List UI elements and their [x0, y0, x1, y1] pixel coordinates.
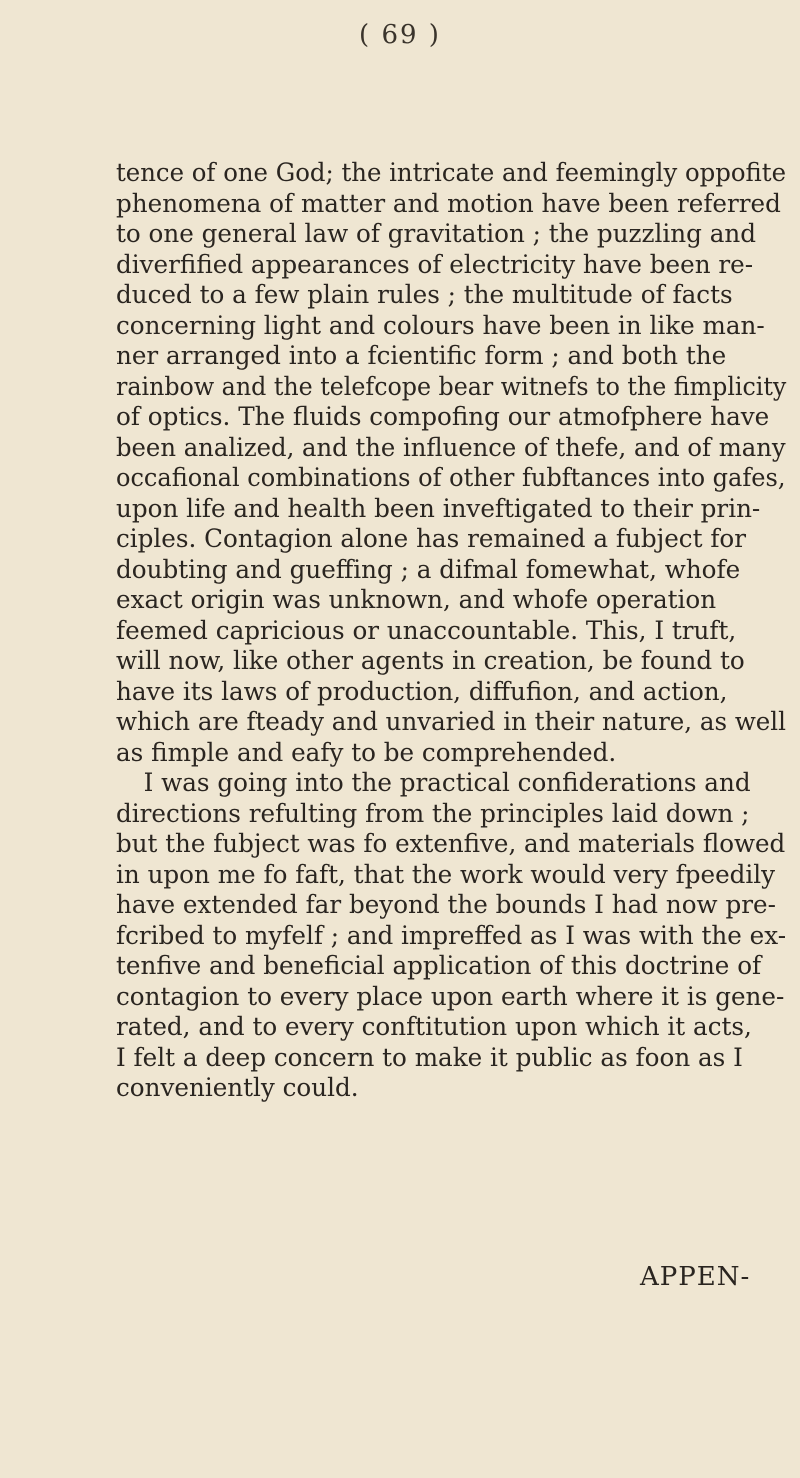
text-line: exact origin was unknown, and whofe operation	[116, 585, 717, 614]
text-line: phenomena of matter and motion have been referred	[116, 188, 781, 218]
text-line: have extended far beyond the bounds I had now pre-	[116, 890, 776, 919]
text-line: rated, and to every conftitution upon which it acts,	[116, 1012, 752, 1041]
text-line: will now, like other agents in creation, be found to	[116, 646, 745, 675]
text-line: to one general law of gravitation ; the puzzling and	[116, 219, 757, 248]
text-line: have its laws of production, diffufion, and action,	[116, 676, 728, 706]
text-line: but the fubject was fo extenfive, and materials flowed	[116, 829, 786, 858]
text-line: in upon me fo faft, that the work would very fpeedily	[116, 859, 776, 889]
text-line: I felt a deep concern to make it public as foon as I	[116, 1042, 743, 1072]
text-line: tenfive and beneficial application of this doctrine of	[116, 951, 762, 980]
text-line: ciples. Contagion alone has remained a fubject for	[116, 524, 747, 553]
text-line: tence of one God; the intricate and feemingly oppofite	[116, 158, 787, 187]
text-line: contagion to every place upon earth where it is gene-	[116, 981, 785, 1011]
text-line: directions refulting from the principles laid down ;	[116, 798, 750, 828]
paragraph-start-line: I was going into the practical confiderations and	[143, 768, 751, 797]
text-line: diverfified appearances of electricity have been re-	[116, 249, 754, 279]
page-number: ( 69 )	[359, 20, 441, 50]
text-line: conveniently could.	[116, 1073, 359, 1102]
text-line: rainbow and the telefcope bear witnefs to the fimplicity	[116, 371, 787, 401]
catchword: APPEN-	[640, 1262, 751, 1292]
text-line: feemed capricious or unaccountable. This, I truft,	[116, 615, 737, 645]
text-line: as fimple and eafy to be comprehended.	[116, 737, 617, 767]
text-line: duced to a few plain rules ; the multitude of facts	[116, 280, 733, 309]
text-line: upon life and health been inveftigated to their prin-	[116, 493, 761, 523]
text-line: fcribed to myfelf ; and impreffed as I was with the ex-	[116, 920, 787, 950]
text-line: ner arranged into a fcientific form ; and both the	[116, 341, 727, 370]
text-line: occafional combinations of other fubftances into gafes,	[116, 463, 786, 492]
text-line: been analized, and the influence of thefe, and of many	[116, 432, 786, 462]
text-line: concerning light and colours have been in like man-	[116, 310, 765, 340]
body-text	[116, 158, 796, 1104]
text-line: of optics. The fluids compofing our atmofphere have	[116, 402, 770, 431]
text-line: doubting and gueffing ; a difmal fomewhat, whofe	[116, 554, 741, 584]
text-line: which are fteady and unvaried in their nature, as well	[116, 707, 786, 736]
